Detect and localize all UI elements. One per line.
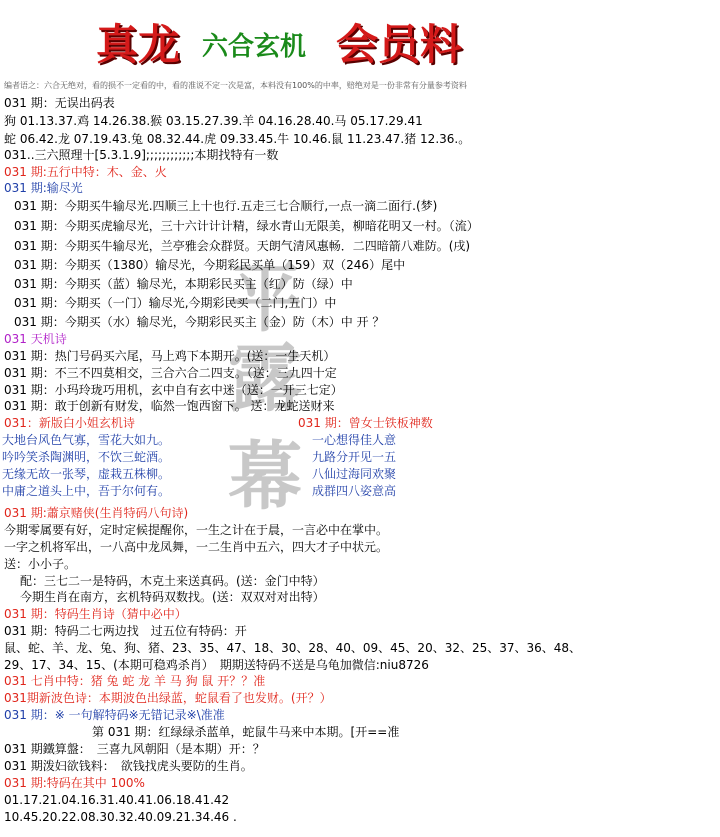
text-line: 蛇 06.42.龙 07.19.43.兔 08.32.44.虎 09.33.45.牛 10.46.鼠 11.23.47.猪 12.36.。 <box>4 132 471 146</box>
text-line: 031..三六照理十[5.3.1.9];;;;;;;;;;;;本期找特有一数 <box>4 148 279 162</box>
poem-right-title: 031 期：曾女士铁板神数 <box>298 416 433 430</box>
text-line: 031期新波色诗：本期波色出绿蓝，蛇鼠看了也发财。(开？） <box>4 691 332 705</box>
text-line: 031 期鐵算盤： 三喜九风朝阳（是本期）开：？ <box>4 742 265 756</box>
text-line: 031 七肖中特：猪 兔 蛇 龙 羊 马 狗 鼠 开？？准 <box>4 674 266 688</box>
text-line: 送：小小子。 <box>4 557 77 571</box>
text-line: 031 期：今期买牛输尽光.四顺三上十也行.五走三七合顺行,一点一滴二面行.(梦) <box>14 199 438 213</box>
text-line: 031 期：特码二七两边找 过五位有特码：开 <box>4 624 247 638</box>
text-line: 第 031 期：红绿绿杀蓝单，蛇鼠牛马来中本期。[开==准 <box>92 725 400 739</box>
text-line: 鼠、蛇、羊、龙、兔、狗、猪、23、35、47、18、30、28、40、09、45、20、32、25、37、36、48、 <box>4 641 582 655</box>
text-line: 031 期：※ 一句解特码※无错记录※\准准 <box>4 708 225 722</box>
text-line: 031 期：敢于创新有财发，临然一饱西窗下。 送：龙蛇送财来 <box>4 399 335 413</box>
title-middle: 六合玄机 <box>202 32 307 62</box>
text-line: 031 期：今期买（蓝）输尽光，本期彩民买主（红）防（绿）中 <box>14 277 353 291</box>
text-line: 031 期：今期买牛输尽光，兰亭雅会众群贤。天朗气清风惠畅．二四暗箭八难防。(戌) <box>14 239 471 253</box>
text-line: 29、17、34、15、(本期可稳鸡杀肖） 期期送特码不送是乌龟加微信:niu8726 <box>4 658 429 672</box>
text-line: 01.17.21.04.16.31.40.41.06.18.41.42 <box>4 793 230 807</box>
text-line: 狗 01.13.37.鸡 14.26.38.猴 03.15.27.39.羊 04.16.28.40.马 05.17.29.41 <box>4 114 423 128</box>
title-main: 真龙 <box>96 20 181 69</box>
disclaimer: 编者语之：六合无绝对，看的损不一定看的中，看的准说不定一次是富，本料没有100%的中率，赔绝对是一份非常有分量参考资料 <box>4 81 467 90</box>
text-line: 031 期：今期买（水）输尽光，今期彩民买主（金）防（木）中 开 ？ <box>14 315 385 329</box>
watermark-char: 平 <box>228 256 302 342</box>
watermark-char: 露 <box>228 336 302 422</box>
poem-right-line: 九路分开见一五 <box>312 450 397 464</box>
title-end: 会员料 <box>336 20 463 69</box>
poem-left-line: 无缘无故一张琴，虚栽五株柳。 <box>2 467 171 481</box>
text-line: 031 期：今期买（1380）输尽光，今期彩民买单（159）双（246）尾中 <box>14 258 406 272</box>
text-line: 031 期：小玛玲珑巧用机，玄中自有玄中迷（送：一开三七定） <box>4 383 343 397</box>
text-line: 031 期:五行中特：木、金、火 <box>4 165 167 179</box>
poem-left-line: 大地台风色气寡，雪花大如九。 <box>2 433 171 447</box>
poem-left-title: 031：新版白小姐玄机诗 <box>4 416 135 430</box>
text-line: 配：三七二一是特码，木克土来送真码。(送：金门中特） <box>20 574 325 588</box>
text-line: 031 期：无误出码表 <box>4 96 115 110</box>
text-line: 今期生肖在南方，玄机特码双数找。(送：双双对对出特） <box>20 590 325 604</box>
text-line: 今期零属要有好，定时定候提醒你，一生之计在于晨，一言必中在掌中。 <box>4 523 389 537</box>
banner-title <box>96 8 516 68</box>
text-line: 031 期：今期买虎输尽光，三十六计计计精，绿水青山无限美，柳暗花明又一村。（流） <box>14 219 479 233</box>
watermark-char: 幕 <box>228 434 302 520</box>
text-line: 031 期泼妇欲钱料： 欲钱找虎头要防的生肖。 <box>4 759 253 773</box>
poem-right-line: 成群四八姿意高 <box>312 484 397 498</box>
text-line: 031 天机诗 <box>4 332 67 346</box>
poem-left-line: 中庸之道头上中，吾于尔何有。 <box>2 484 171 498</box>
text-line: 031 期:特码在其中 100% <box>4 776 145 790</box>
text-line: 031 期：特码生肖诗（猜中必中） <box>4 607 187 621</box>
poem-left-line: 吟吟笑杀陶渊明，不饮三蛇酒。 <box>2 450 171 464</box>
poem-right-line: 八仙过海同欢聚 <box>312 467 397 481</box>
text-line: 031 期:输尽光 <box>4 181 83 195</box>
text-line: 一字之机将军出，一八高中龙凤舞，一二生肖中五六，四大才子中状元。 <box>4 540 389 554</box>
text-line: 031 期：热门号码买六尾，马上鸡下本期开。(送：一生天机） <box>4 349 336 363</box>
text-line: 10.45.20.22.08.30.32.40.09.21.34.46 . <box>4 810 237 824</box>
poem-right-line: 一心想得佳人意 <box>312 433 397 447</box>
text-line: 031 期:蕭京赌侠(生肖特码八句诗) <box>4 506 189 520</box>
text-line: 031 期：不三不四莫相交，三合六合二四支。（送：三九四十定 <box>4 366 337 380</box>
text-line: 031 期：今期买（一门）输尽光,今期彩民买（二门,五门）中 <box>14 296 337 310</box>
